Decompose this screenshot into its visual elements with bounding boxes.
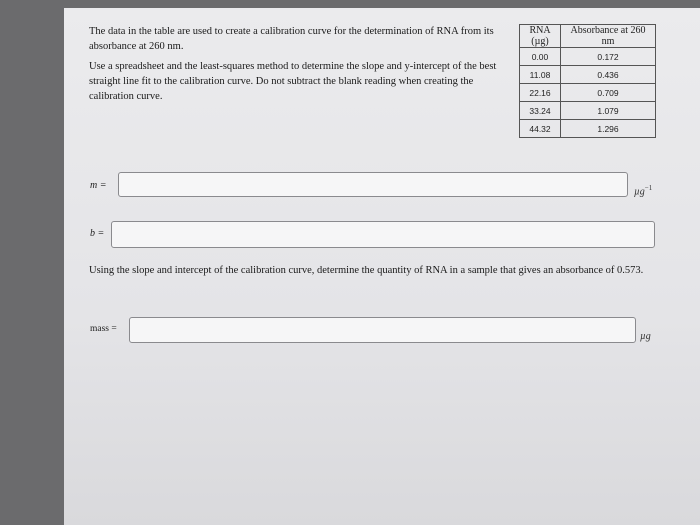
header-rna-label: RNA [529, 25, 551, 36]
question-text: Using the slope and intercept of the calibration curve, determine the quantity of RNA in a sample that gives an absorbance of 0.573. [89, 265, 644, 276]
absorbance-cell: 0.172 [561, 48, 656, 66]
header-rna [520, 25, 561, 48]
rna-cell: 33.24 [520, 102, 561, 120]
header-absorbance-unit: nm [601, 36, 615, 47]
absorbance-cell: 1.079 [561, 102, 656, 120]
absorbance-cell: 0.436 [561, 66, 656, 84]
table-row [520, 66, 656, 84]
intro-paragraph-2: Use a spreadsheet and the least-squares method to determine the slope and y-intercept of the best straight line fit to the calibration curve. Do not subtract the blank reading when creating the calibration curve. [89, 61, 497, 102]
rna-cell: 11.08 [520, 66, 561, 84]
table-row [520, 48, 656, 66]
intro-paragraph-1: The data in the table are used to create a calibration curve for the determination of RNA from its absorbance at 260 nm. [89, 26, 494, 52]
rna-cell: 44.32 [520, 120, 561, 138]
table-row [520, 120, 656, 138]
mass-unit: µg [640, 331, 651, 342]
slope-input[interactable] [118, 172, 628, 197]
problem-intro [89, 24, 519, 109]
absorbance-cell: 0.709 [561, 84, 656, 102]
table-row [520, 84, 656, 102]
rna-cell: 0.00 [520, 48, 561, 66]
slope-unit-base: µg [634, 186, 645, 198]
absorbance-cell: 1.296 [561, 120, 656, 138]
header-absorbance [561, 25, 656, 48]
table-row [520, 102, 656, 120]
slope-label: m = [90, 180, 107, 191]
slope-unit [634, 184, 652, 197]
mass-label: mass = [90, 324, 117, 334]
intercept-input[interactable] [111, 221, 655, 248]
slope-unit-exponent: −1 [644, 184, 653, 192]
intercept-label: b = [90, 228, 105, 239]
calibration-table [519, 24, 656, 138]
rna-cell: 22.16 [520, 84, 561, 102]
header-rna-unit: (µg) [531, 36, 549, 47]
table-header-row [520, 25, 656, 48]
header-absorbance-label: Absorbance at 260 [570, 25, 646, 36]
mass-input[interactable] [129, 317, 636, 343]
